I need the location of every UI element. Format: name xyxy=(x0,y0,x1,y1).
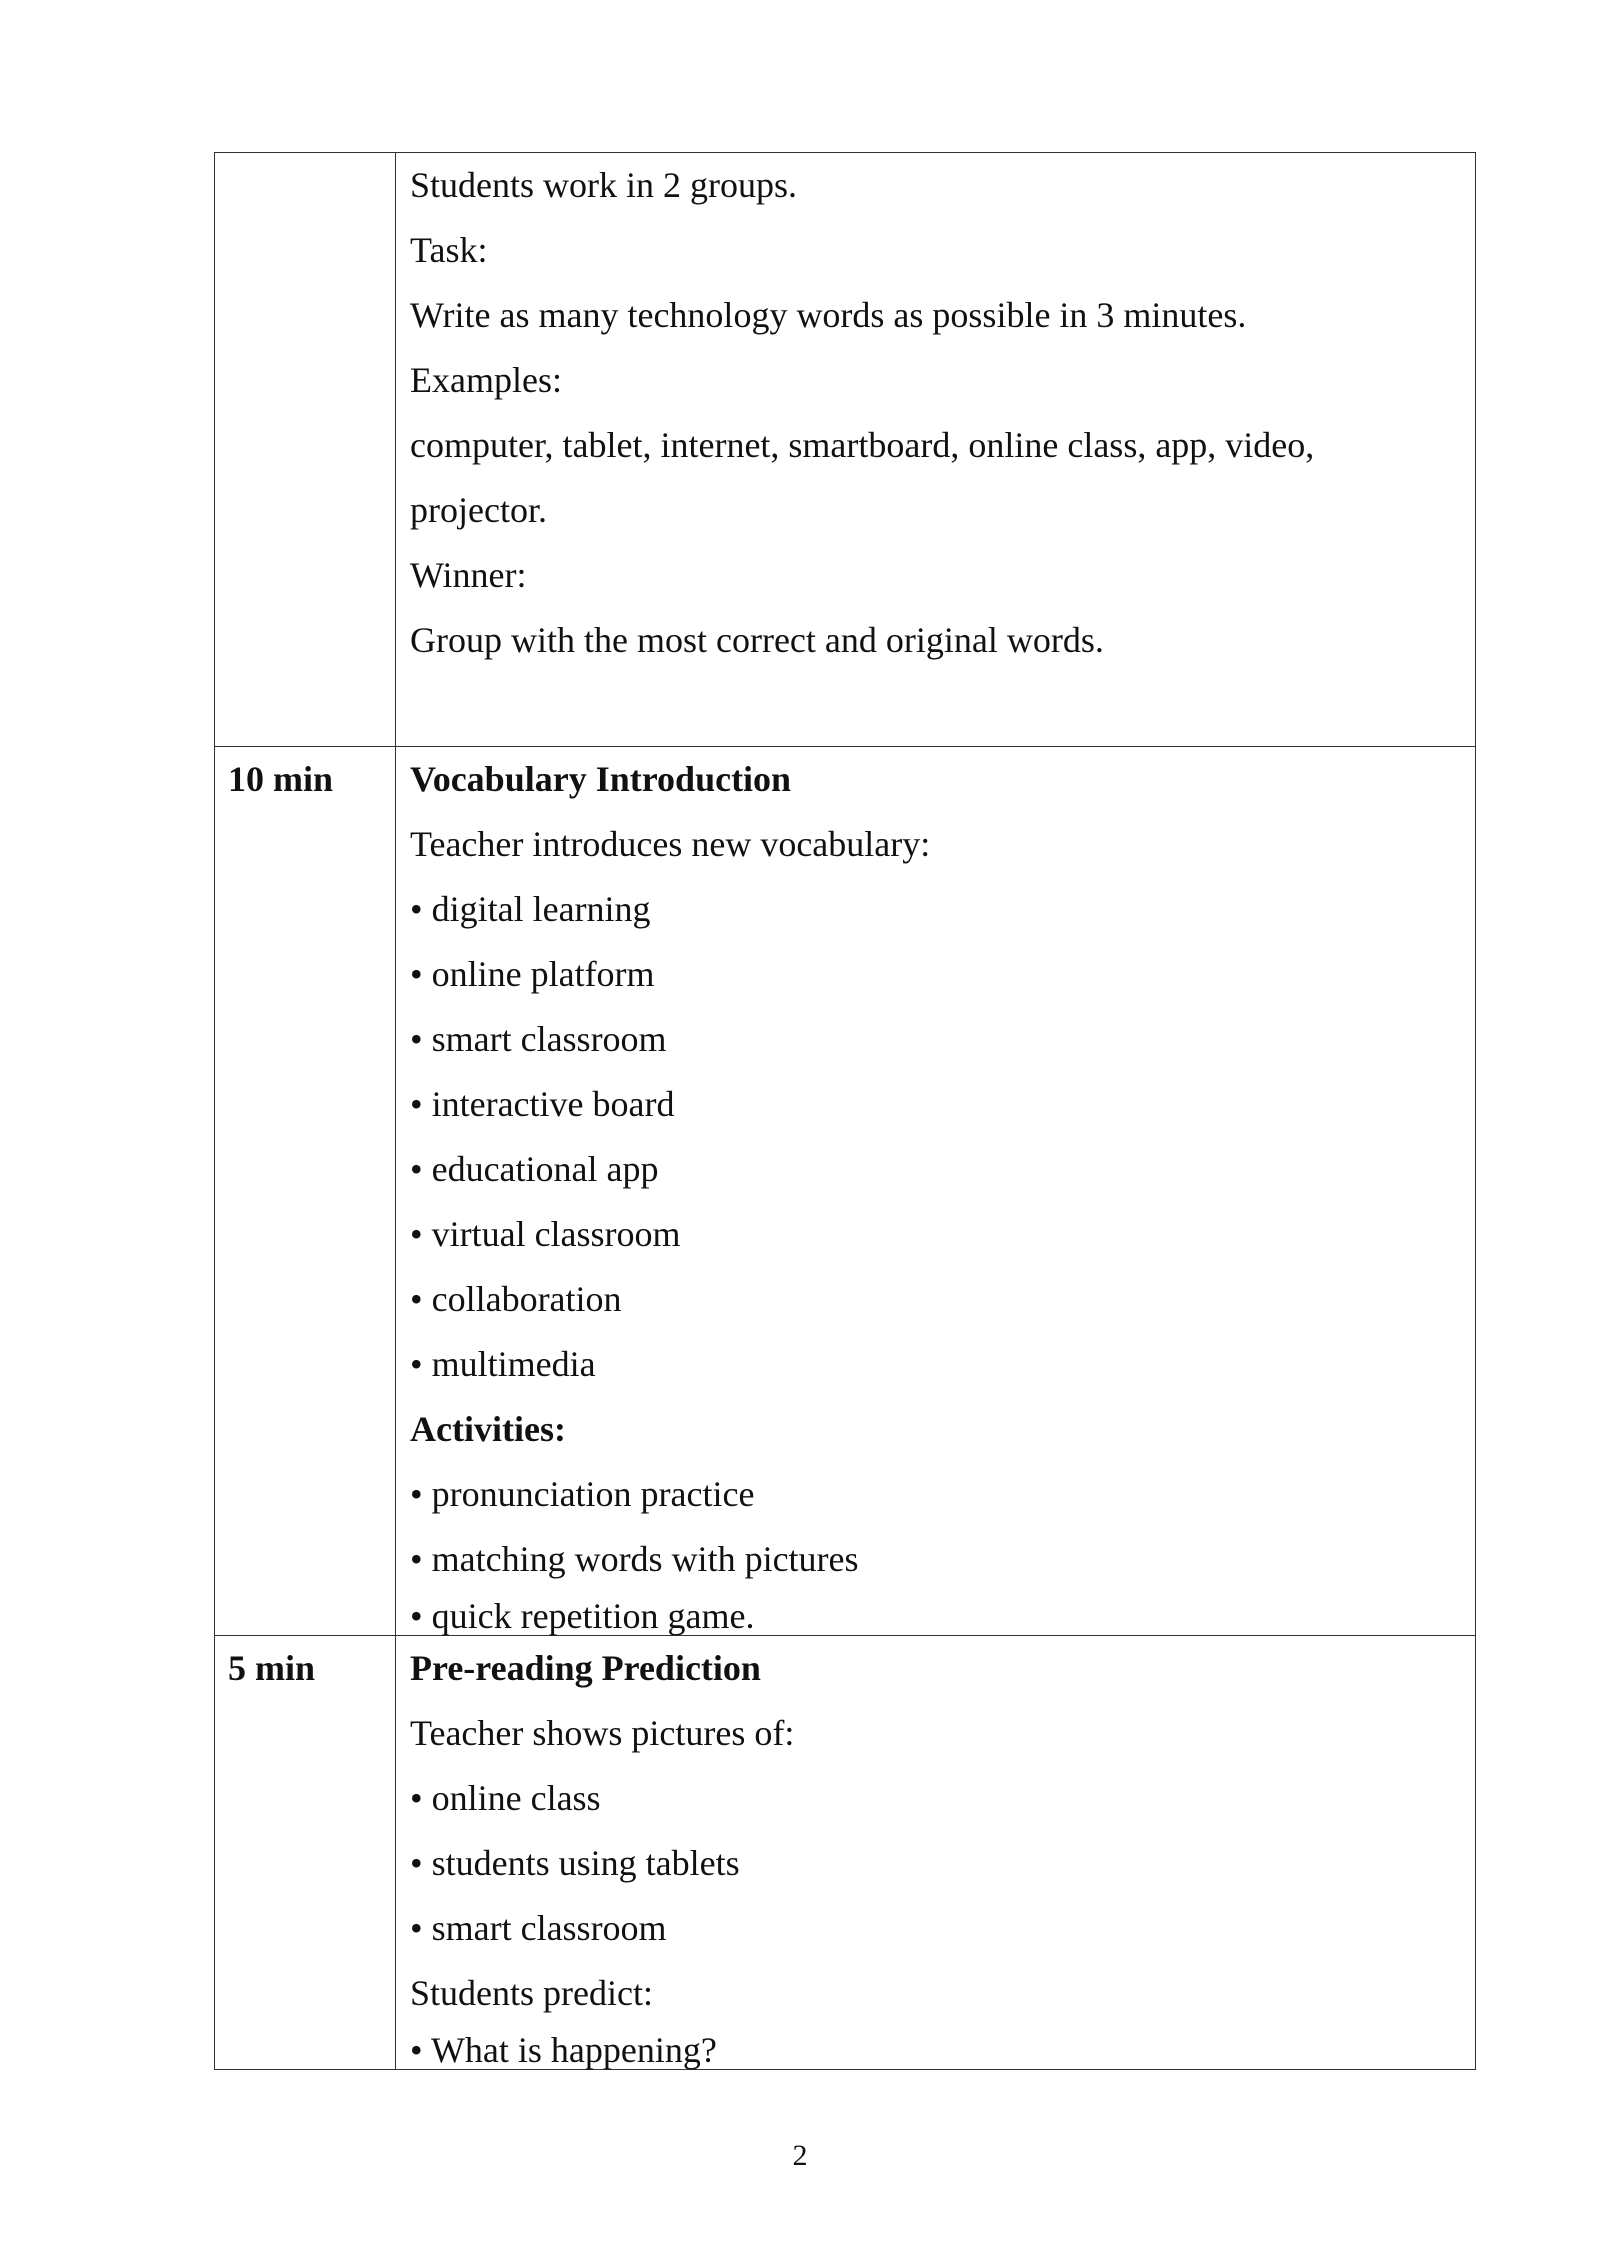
cell-line: Group with the most correct and original words. xyxy=(410,620,1104,660)
list-item: • digital learning xyxy=(410,889,651,929)
time-label xyxy=(215,153,395,218)
table-row xyxy=(215,153,1476,747)
cell-line: Task: xyxy=(410,230,488,270)
subsection-heading: Activities: xyxy=(410,1409,566,1449)
cell-line: Winner: xyxy=(410,555,527,595)
cell-line: Write as many technology words as possible in 3 minutes. xyxy=(410,295,1247,335)
list-item: • matching words with pictures xyxy=(410,1539,859,1579)
list-item: • smart classroom xyxy=(410,1019,667,1059)
cell-line: Examples: xyxy=(410,360,562,400)
list-item: • online class xyxy=(410,1778,601,1818)
time-cell xyxy=(215,1636,396,2070)
list-item: • multimedia xyxy=(410,1344,596,1384)
table-row xyxy=(215,747,1476,1636)
list-item: • online platform xyxy=(410,954,655,994)
list-item: • interactive board xyxy=(410,1084,675,1124)
activity-cell xyxy=(396,153,1476,747)
list-item: • What is happening? xyxy=(410,2030,717,2070)
list-item: • pronunciation practice xyxy=(410,1474,755,1514)
section-heading: Vocabulary Introduction xyxy=(410,759,792,799)
time-label: 5 min xyxy=(228,1648,316,1688)
cell-line: Students work in 2 groups. xyxy=(410,165,797,205)
list-item: • smart classroom xyxy=(410,1908,667,1948)
time-cell xyxy=(215,153,396,747)
table-row xyxy=(215,1636,1476,2070)
list-item: • virtual classroom xyxy=(410,1214,681,1254)
list-item: • educational app xyxy=(410,1149,659,1189)
section-heading: Pre-reading Prediction xyxy=(410,1648,761,1688)
cell-line: projector. xyxy=(410,490,547,530)
activity-cell xyxy=(396,747,1476,1636)
cell-line: Teacher introduces new vocabulary: xyxy=(410,824,931,864)
list-item: • collaboration xyxy=(410,1279,622,1319)
list-item: • quick repetition game. xyxy=(410,1596,755,1636)
time-cell xyxy=(215,747,396,1636)
cell-line: Teacher shows pictures of: xyxy=(410,1713,795,1753)
time-label: 10 min xyxy=(228,759,334,799)
lesson-plan-table xyxy=(214,152,1476,2070)
cell-line: computer, tablet, internet, smartboard, online class, app, video, xyxy=(410,425,1315,465)
activity-cell xyxy=(396,1636,1476,2070)
cell-line: Students predict: xyxy=(410,1973,653,2013)
list-item: • students using tablets xyxy=(410,1843,740,1883)
page-number: 2 xyxy=(792,2139,808,2172)
